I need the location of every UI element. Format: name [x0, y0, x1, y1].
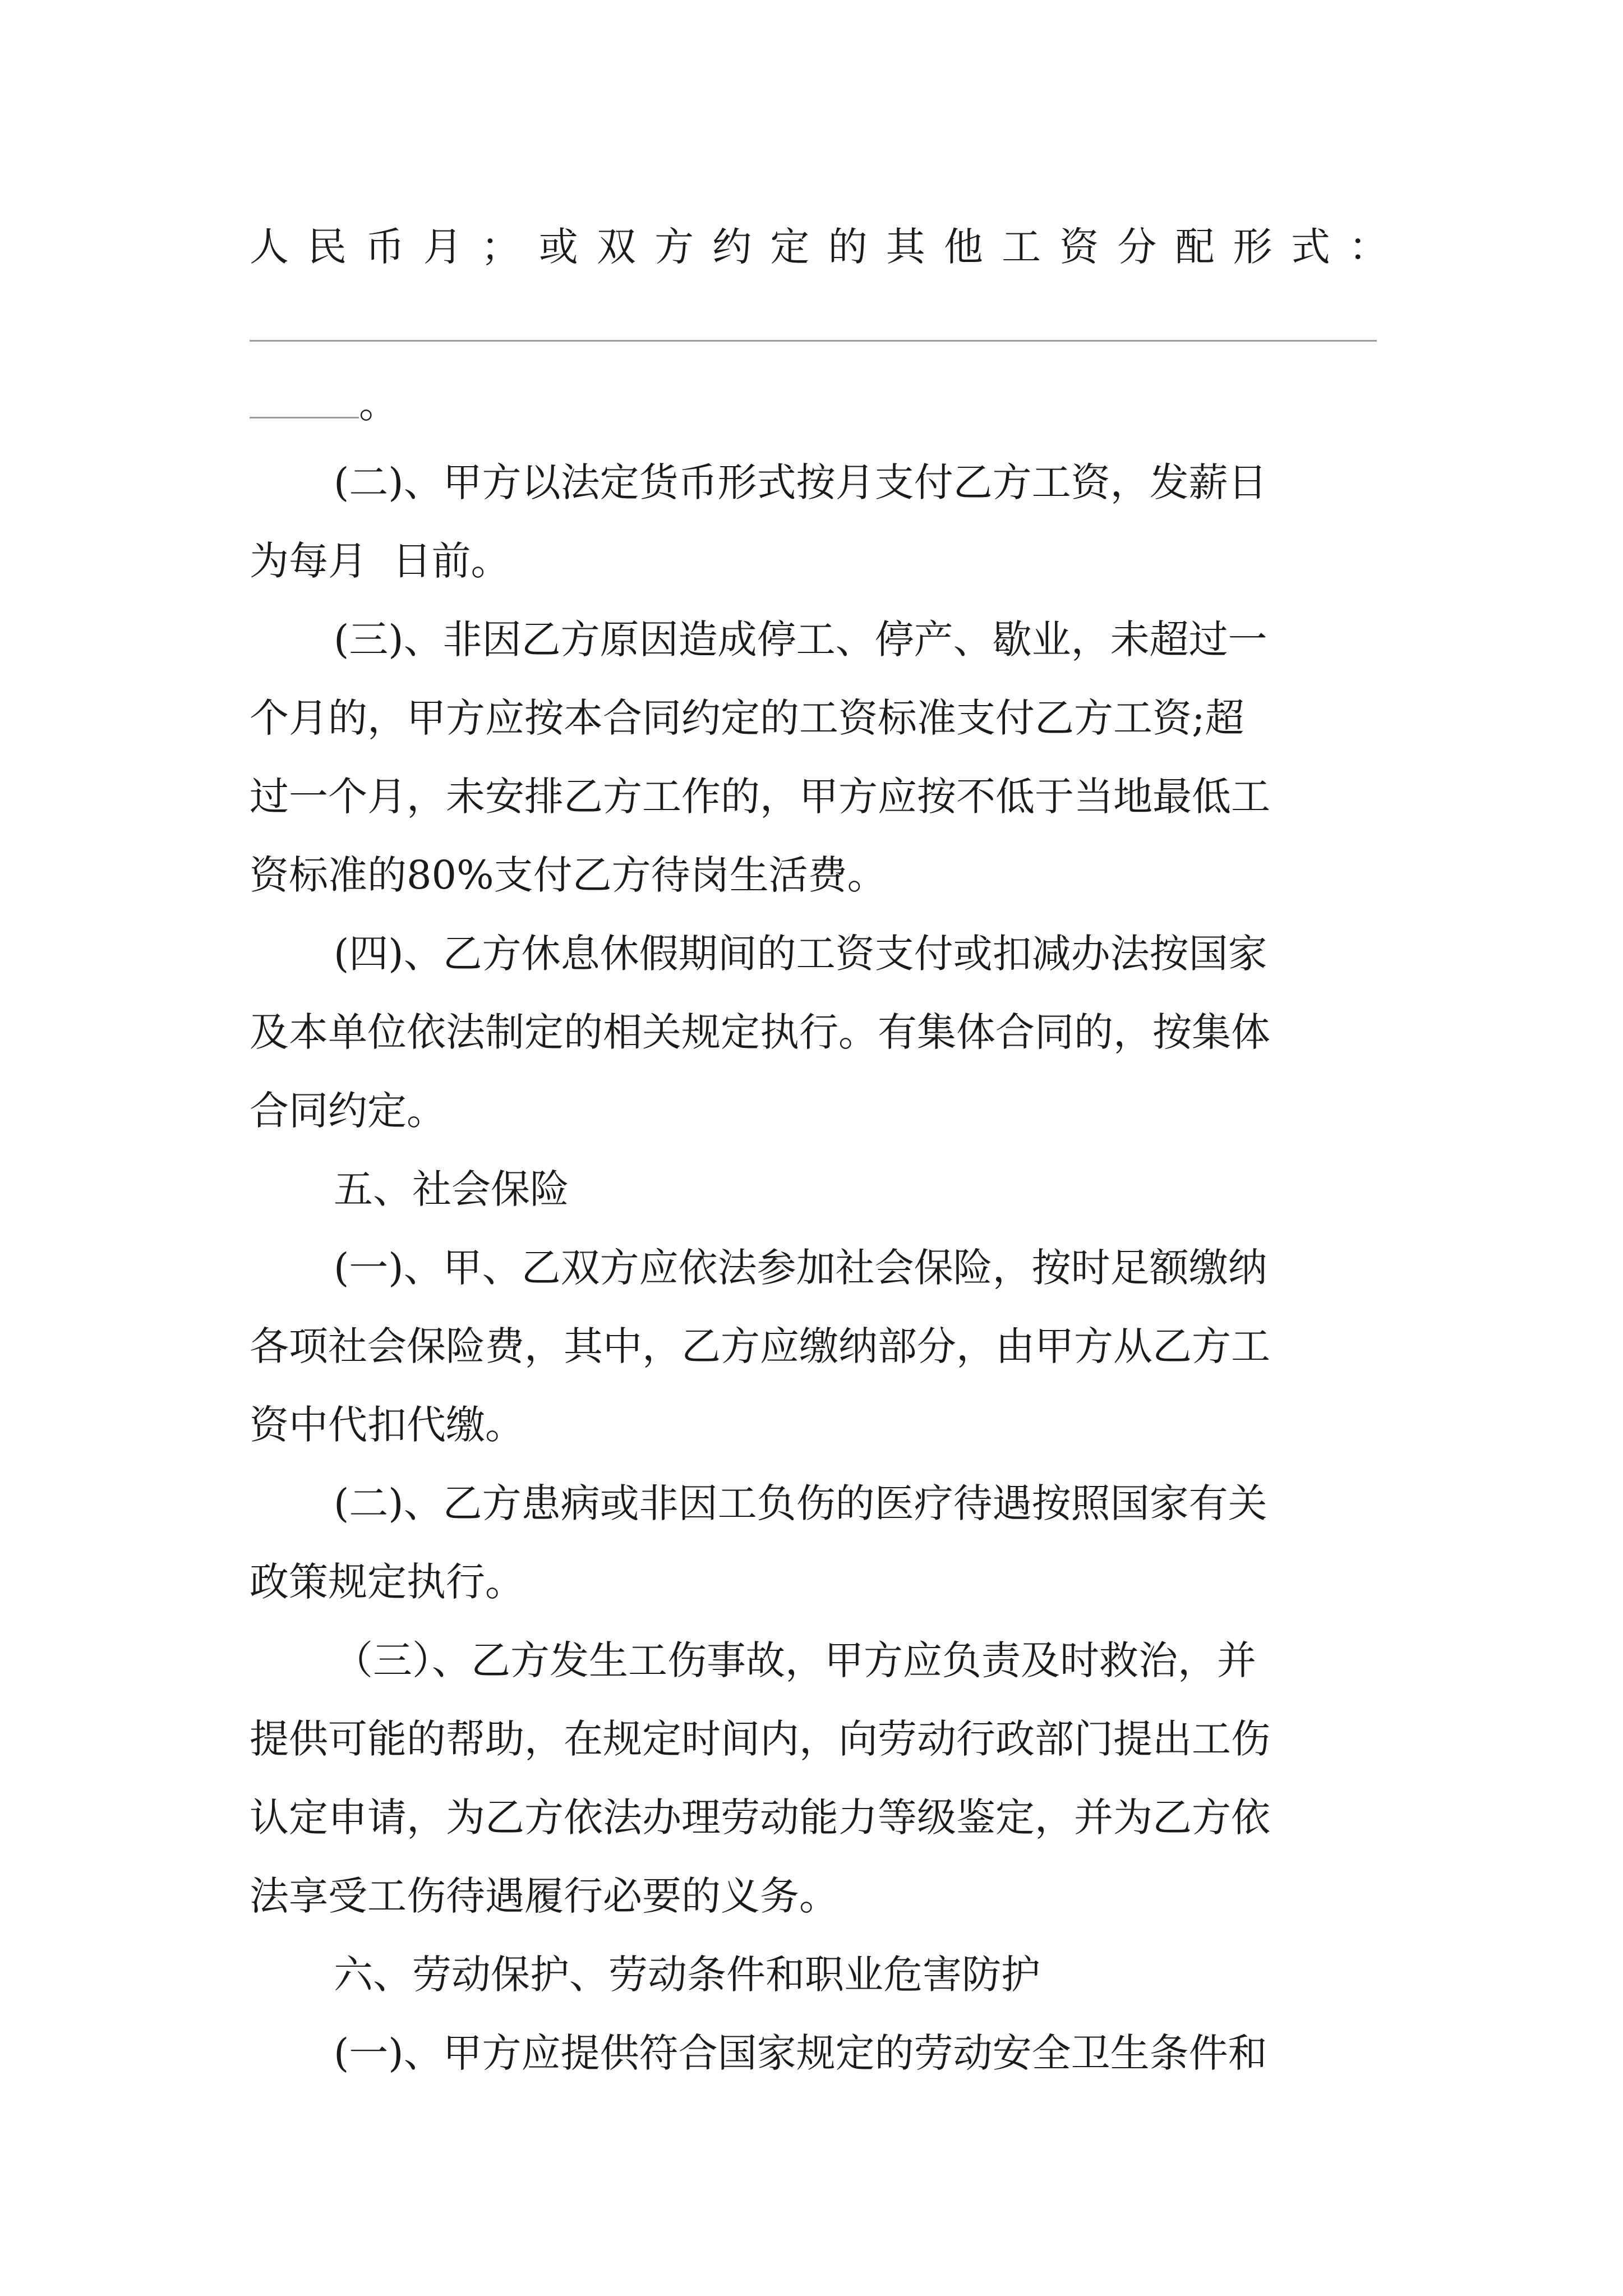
text-line: （三）、乙方发生工伤事故，甲方应负责及时救治，并 — [334, 1637, 1256, 1683]
blank-line-gap — [250, 286, 1388, 365]
spread-character: ： — [1348, 224, 1388, 270]
spread-character: 或 — [538, 224, 578, 270]
text-line: 法享受工伤待遇履行必要的义务。 — [250, 1873, 838, 1919]
spread-character: 配 — [1175, 224, 1215, 270]
spread-character: 分 — [1117, 224, 1157, 270]
text-line: 各项社会保险费，其中，乙方应缴纳部分，由甲方从乙方工 — [250, 1323, 1270, 1369]
section-heading: 五、社会保险 — [334, 1166, 569, 1212]
spread-character: 人 — [250, 224, 289, 270]
text-line: (二)、乙方患病或非因工负伤的医疗待遇按照国家有关 — [334, 1480, 1267, 1526]
section-heading: 六、劳动保护、劳动条件和职业危害防护 — [334, 1952, 1040, 1998]
spread-character: 形 — [1233, 224, 1272, 270]
spread-character: 其 — [886, 224, 925, 270]
spread-character: 他 — [943, 224, 983, 270]
text-line: 资中代扣代缴。 — [250, 1402, 524, 1448]
spread-character: 币 — [365, 224, 405, 270]
text-line: 资标准的80%支付乙方待岗生活费。 — [250, 852, 887, 898]
spread-character: 双 — [596, 224, 636, 270]
spread-character: 约 — [712, 224, 752, 270]
spread-character: 民 — [307, 224, 347, 270]
text-line-content: 。 — [359, 381, 398, 427]
spread-character: 月 — [423, 224, 463, 270]
text-line: 为每月 日前。 — [250, 538, 510, 584]
text-line: (四)、乙方休息休假期间的工资支付或扣减办法按国家 — [334, 931, 1267, 977]
spread-character: 方 — [654, 224, 694, 270]
text-line: (三)、非因乙方原因造成停工、停产、歇业，未超过一 — [334, 616, 1267, 662]
text-line: (二)、甲方以法定货币形式按月支付乙方工资，发薪日 — [334, 459, 1267, 505]
spread-character: 的 — [828, 224, 868, 270]
text-line: (一)、甲方应提供符合国家规定的劳动安全卫生条件和 — [334, 2030, 1267, 2076]
spread-character: 式 — [1290, 224, 1330, 270]
text-line: 认定申请，为乙方依法办理劳动能力等级鉴定，并为乙方依 — [250, 1795, 1270, 1841]
spread-character: ； — [481, 224, 520, 270]
text-line: 及本单位依法制定的相关规定执行。有集体合同的，按集体 — [250, 1009, 1270, 1055]
text-line-with-blank — [250, 365, 1388, 443]
spread-character: 定 — [770, 224, 810, 270]
text-line: (一)、甲、乙双方应依法参加社会保险，按时足额缴纳 — [334, 1245, 1267, 1291]
spread-character: 资 — [1059, 224, 1099, 270]
text-line: 个月的，甲方应按本合同约定的工资标准支付乙方工资;超 — [250, 695, 1244, 741]
text-line: 提供可能的帮助，在规定时间内，向劳动行政部门提出工伤 — [250, 1716, 1270, 1762]
text-line: 合同约定。 — [250, 1088, 446, 1134]
short-fill-in-blank — [250, 417, 359, 418]
spread-character: 工 — [1002, 224, 1041, 270]
text-line: 过一个月，未安排乙方工作的，甲方应按不低于当地最低工 — [250, 774, 1270, 820]
text-line-spread — [250, 208, 1388, 286]
document-body — [250, 208, 1388, 2092]
text-line: 政策规定执行。 — [250, 1559, 524, 1605]
